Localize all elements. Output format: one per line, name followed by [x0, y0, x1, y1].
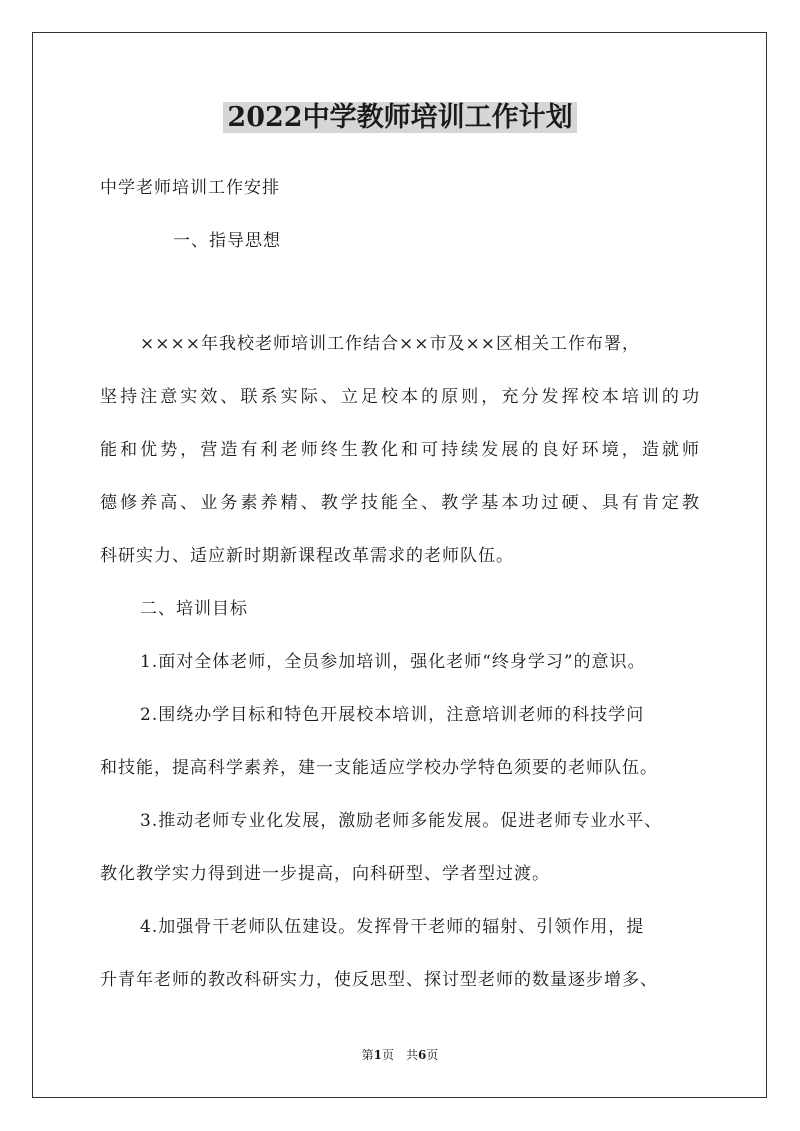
paragraph-line: 能和优势，营造有利老师终生教化和可持续发展的良好环境，造就师: [100, 440, 700, 460]
footer-mid: 页 共: [381, 1048, 418, 1062]
footer-current-page: 1: [373, 1048, 382, 1062]
goal-item-3-cont: 教化教学实力得到进一步提高，向科研型、学者型过渡。: [100, 864, 550, 884]
goal-item-1: 1.面对全体老师，全员参加培训，强化老师“终身学习”的意识。: [140, 652, 646, 672]
document-title-text: 2022中学教师培训工作计划: [223, 102, 576, 133]
page-number-footer: [0, 1047, 800, 1063]
document-title: [0, 98, 800, 138]
goal-item-2-cont: 和技能，提高科学素养，建一支能适应学校办学特色须要的老师队伍。: [100, 758, 658, 778]
goal-item-4-cont: 升青年老师的教改科研实力，使反思型、探讨型老师的数量逐步增多、: [100, 970, 658, 990]
footer-suffix: 页: [426, 1048, 439, 1062]
paragraph-line: 科研实力、适应新时期新课程改革需求的老师队伍。: [100, 546, 514, 566]
paragraph-line: 德修养高、业务素养精、教学技能全、教学基本功过硬、具有肯定教: [100, 493, 700, 513]
goal-item-4: 4.加强骨干老师队伍建设。发挥骨干老师的辐射、引领作用，提: [140, 917, 645, 937]
goal-item-2: 2.围绕办学目标和特色开展校本培训，注意培训老师的科技学问: [140, 705, 645, 725]
paragraph-line: 坚持注意实效、联系实际、立足校本的原则，充分发挥校本培训的功: [100, 387, 700, 407]
section-heading-guiding-thought: 一、指导思想: [173, 231, 281, 251]
footer-total-pages: 6: [418, 1048, 427, 1062]
document-subtitle: 中学老师培训工作安排: [100, 178, 280, 198]
paragraph-line: ××××年我校老师培训工作结合××市及××区相关工作布署，: [140, 334, 640, 354]
goal-item-3: 3.推动老师专业化发展，激励老师多能发展。促进老师专业水平、: [140, 811, 663, 831]
footer-prefix: 第: [361, 1048, 374, 1062]
section-heading-training-goals: 二、培训目标: [140, 599, 248, 619]
